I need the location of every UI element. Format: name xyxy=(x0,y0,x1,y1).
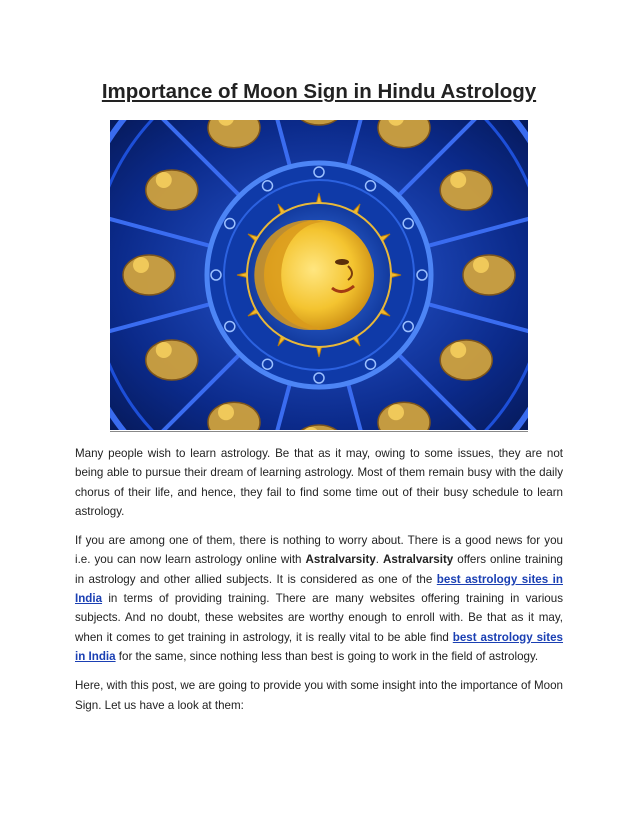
zodiac-sign-figure xyxy=(146,170,198,210)
zodiac-sign-figure xyxy=(440,170,492,210)
image-bottom-rule xyxy=(110,431,528,432)
zodiac-sign-figure xyxy=(440,340,492,380)
page-title: Importance of Moon Sign in Hindu Astrology xyxy=(101,80,537,103)
zodiac-sign-figure xyxy=(146,340,198,380)
brand-name: Astralvarsity xyxy=(305,553,376,567)
paragraph-2-text-2: . xyxy=(375,553,383,567)
paragraph-3: Here, with this post, we are going to provide you with some insight into the importance of Moon Sign. Let us have a look at them: xyxy=(75,679,563,712)
sun-eye xyxy=(335,259,349,265)
zodiac-sign-figure xyxy=(463,255,515,295)
paragraph-2-text-1: If you are among one of them, there is nothing to worry about. There is a good news for you i.e. you can now learn astrology online with xyxy=(75,534,563,567)
paragraph-2-text-5: for the same, since nothing less than best is going to work in the field of astrology. xyxy=(115,649,539,663)
article-body xyxy=(75,444,563,725)
best-astrology-sites-link[interactable]: best astrology sites in India xyxy=(75,630,564,663)
zodiac-sign-figure xyxy=(123,255,175,295)
paragraph-2-text-4: in terms of providing training. There are many websites offering training in various subjects. And no doubt, these websites are worthy enough to enroll with. Be that as it may, when it comes to get training in astrology, it is really vital to be able find xyxy=(75,592,563,644)
paragraph-1: Many people wish to learn astrology. Be that as it may, owing to some issues, they are not being able to pursue their dream of learning astrology. Most of them remain busy with the daily chorus of their life, and hence, they fail to find some time out of their busy schedule to learn astrology. xyxy=(75,447,563,518)
paragraph-2-text-3: offers online training in astrology and other allied subjects. It is considered as one of the xyxy=(75,553,564,586)
paragraph-2 xyxy=(75,531,563,666)
brand-name: Astralvarsity xyxy=(383,553,454,567)
zodiac-wheel-image xyxy=(110,120,528,430)
best-astrology-sites-link[interactable]: best astrology sites in India xyxy=(75,572,563,606)
zodiac-wheel-illustration xyxy=(110,120,528,430)
